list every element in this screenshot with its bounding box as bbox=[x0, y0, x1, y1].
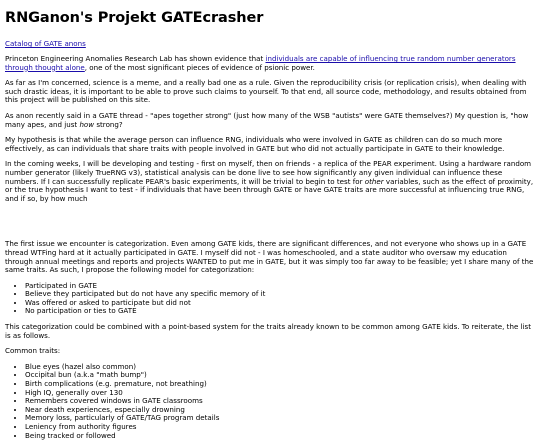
list-item: • Near death experiences, especially drowning bbox=[25, 406, 534, 415]
list-item: • Blue eyes (hazel also common) bbox=[25, 363, 534, 372]
list-item: • Remembers covered windows in GATE classrooms bbox=[25, 397, 534, 406]
list-item: • Believe they participated but do not have any specific memory of it bbox=[25, 290, 534, 299]
science-paragraph: As far as I'm concerned, science is a meme, and a really bad one as a rule. Given the reproducibility crisis (or replication crisis), when dealing with such drastic ideas, it is important to be able to prove such claims to yourself. To that end, all source code, methodology, and results obtained from this project will be published on this site. bbox=[5, 78, 527, 105]
intro-text-before: Princeton Engineering Anomalies Research Lab has shown evidence that bbox=[5, 54, 266, 63]
page-title: RNGanon's Projekt GATEcrasher bbox=[5, 10, 264, 26]
intro-paragraph bbox=[5, 55, 534, 72]
apes-paragraph bbox=[5, 112, 534, 129]
experiment-text-1: In the coming weeks, I will be developing and testing - first on myself, then on friends - a replica of the PEAR experiment. Using a hardware random number generator (likely TrueRNG v3), statistical analysis can be done live to see how significantly any given individual can influence these numbers. If I can successfully replicate PEAR's basic experiments, it will be trivial to begin to test for bbox=[5, 159, 532, 186]
pear-evidence-link[interactable]: individuals are capable of influencing true random number generators through thought alone bbox=[5, 54, 516, 72]
intro-text-after: , one of the most significant pieces of evidence of psionic power. bbox=[84, 62, 315, 72]
list-item: • No participation or ties to GATE bbox=[25, 307, 534, 316]
hypothesis-paragraph: My hypothesis is that while the average person can influence RNG, individuals who were involved in GATE as children can do so much more effectively, as can individuals that share traits with people involved in GATE but who did not actually participate in GATE to their knowledge. bbox=[5, 135, 505, 153]
list-item: • Occipital bun (a.k.a "math bump") bbox=[25, 371, 534, 380]
list-item: • Was offered or asked to participate but did not bbox=[25, 299, 534, 308]
category-list bbox=[5, 282, 534, 316]
categorization-paragraph: The first issue we encounter is categorization. Even among GATE kids, there are significant differences, and not everyone who shows up in a GATE thread WTFing hard at it actually participated in GATE. I myself did not - I was homeschooled, and a state auditor who oversaw my education through annual meetings and reports and projects WANTED to put me in GATE, but it was simply too far away to be feasible; yet I share many of the same traits. As such, I propose the following model for categorization: bbox=[5, 239, 534, 275]
list-item: • Leniency from authority figures bbox=[25, 423, 534, 432]
catalog-link[interactable]: Catalog of GATE anons bbox=[5, 39, 86, 48]
catalog-link-line bbox=[5, 39, 534, 48]
apes-emphasis: how bbox=[79, 119, 95, 129]
traits-heading: Common traits: bbox=[5, 346, 61, 356]
experiment-paragraph bbox=[5, 160, 534, 203]
list-item: • Being tracked or followed bbox=[25, 432, 534, 440]
point-system-paragraph: This categorization could be combined with a point-based system for the traits already known to be common among GATE kids. To reiterate, the list is as follows. bbox=[5, 322, 531, 340]
list-item: • Participated in GATE bbox=[25, 282, 534, 291]
blank-space bbox=[5, 210, 534, 240]
list-item: • Birth complications (e.g. premature, not breathing) bbox=[25, 380, 534, 389]
apes-text-before: As anon recently said in a GATE thread - "apes together strong" (just how many of the WSB "autists" were GATE themselves?) My question is, "how many apes, and just bbox=[5, 110, 529, 129]
apes-text-after: strong? bbox=[94, 119, 123, 129]
traits-list bbox=[5, 363, 534, 440]
list-item: • Memory loss, particularly of GATE/TAG program details bbox=[25, 414, 534, 423]
experiment-text-2: variables, such as the effect of proximity, or the true hypothesis I want to test - if individuals that have been through GATE or have GATE traits are more successful at influencing true RNG, and if so, by how much bbox=[5, 176, 534, 203]
experiment-emphasis: other bbox=[364, 176, 384, 186]
list-item: • High IQ, generally over 130 bbox=[25, 389, 534, 398]
